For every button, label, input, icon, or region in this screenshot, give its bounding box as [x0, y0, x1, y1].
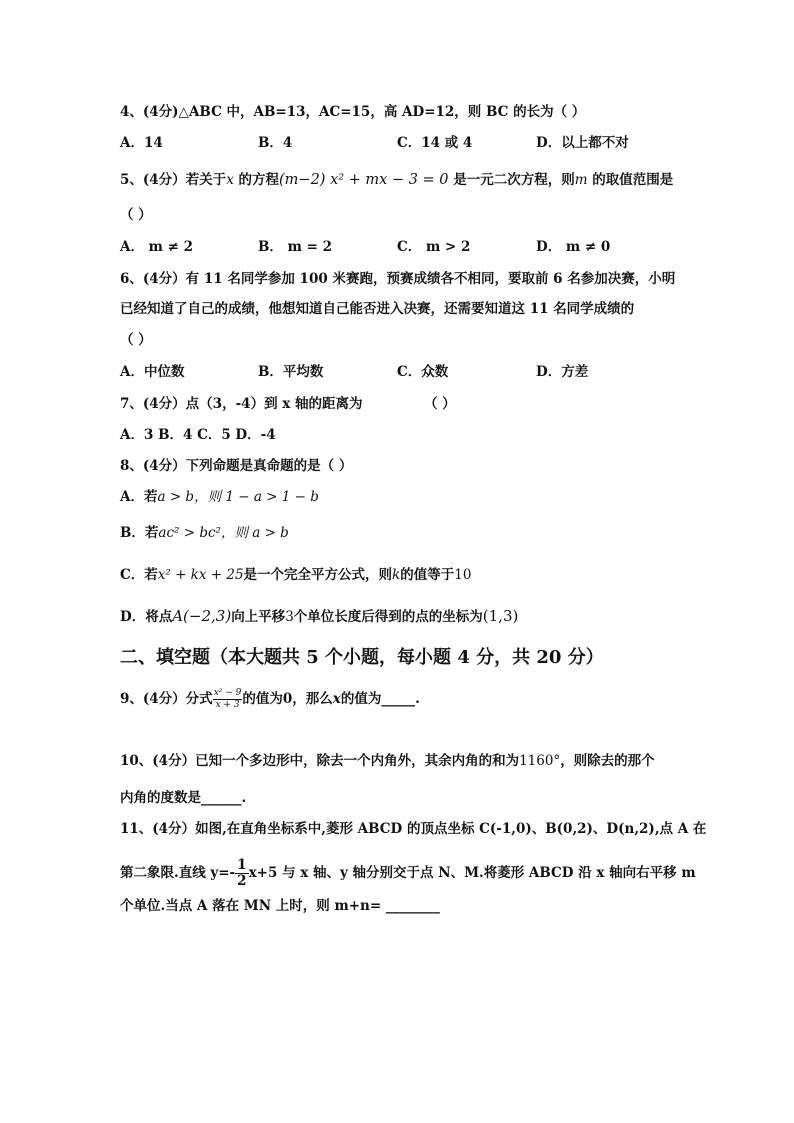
q8-d-point: A(−2,3): [172, 607, 232, 625]
q9-stem: [120, 688, 420, 711]
q4-option-b: B．4: [258, 135, 293, 151]
q5-paren: （ ）: [120, 207, 152, 223]
q10-line1-suffix: ，则除去的那个: [560, 753, 655, 769]
q6-line2: 已经知道了自己的成绩，他想知道自己能否进入决赛，还需要知道这 11 名同学成绩的: [120, 301, 635, 317]
q4-option-c: C．14 或 4: [397, 135, 473, 151]
q6-option-d: D．方差: [536, 364, 589, 380]
q8-c-val: 10: [454, 567, 472, 583]
q5-option-a: A． m ≠ 2: [120, 239, 194, 255]
q5-option-d: D． m ≠ 0: [536, 239, 611, 255]
q8-option-b: [120, 524, 289, 542]
q8-b-prefix: B．若: [120, 525, 159, 541]
q8-stem: 8、(4分）下列命题是真命题的是（ ）: [120, 458, 353, 474]
q7-stem: 7、(4分）点（3，-4）到 x 轴的距离为: [120, 396, 363, 412]
q11-fraction: [235, 858, 248, 889]
q11-line2-prefix: 第二象限.直线 y=-: [120, 865, 236, 881]
q8-option-a: [120, 488, 319, 506]
q8-d-prefix: D．将点: [120, 609, 173, 625]
q8-c-k: k: [392, 567, 401, 583]
q11-line2-suffix: x+5 与 x 轴、y 轴分别交于点 N、M.将菱形 ABCD 沿 x 轴向右平移 m: [248, 865, 696, 881]
q8-c-prefix: C．若: [120, 567, 158, 583]
q10-line1: [120, 752, 655, 770]
q6-option-b: B．平均数: [258, 364, 324, 380]
q9-prefix: 9、(4分）分式: [120, 691, 213, 707]
q6-line1: 6、(4分）有 11 名同学参加 100 米赛跑，预赛成绩各不相同，要取前 6 名参加决赛，小明: [120, 271, 676, 287]
q8-c-mid: 是一个完全平方公式，则: [243, 567, 393, 583]
q5-mid1: 的方程: [233, 172, 280, 188]
q9-x: x: [332, 691, 341, 707]
q11-line3: 个单位.当点 A 落在 MN 上时，则 m+n= ________: [120, 898, 440, 914]
q8-b-expr: ac² > bc²，则 a > b: [158, 525, 289, 541]
q8-c-expr: x² + kx + 25: [157, 567, 244, 583]
q9-suffix: 的值为_____.: [340, 691, 420, 707]
q5-x: x: [226, 172, 234, 188]
q10-line2: 内角的度数是______.: [120, 790, 247, 806]
q8-option-c: [120, 566, 471, 584]
q8-d-mid: 向上平移: [231, 609, 286, 625]
q11-frac-den: 2: [237, 873, 247, 889]
q5-option-b: B． m = 2: [258, 239, 332, 255]
q4-option-d: D．以上都不对: [536, 135, 629, 151]
q5-prefix: 5、(4分）若关于: [120, 172, 227, 188]
q4-stem: 4、(4分)△ABC 中，AB=13，AC=15，高 AD=12，则 BC 的长为（ ）: [120, 104, 586, 120]
q9-frac-num: x² − 9: [213, 688, 242, 698]
q5-suffix: 的取值范围是: [587, 172, 674, 188]
q9-fraction: [213, 688, 243, 711]
q5-option-c: C． m > 2: [397, 239, 471, 255]
q5-mid2: 是一元二次方程，则: [448, 172, 575, 188]
q6-option-a: A．中位数: [120, 364, 185, 380]
q6-option-c: C．众数: [397, 364, 449, 380]
q4-option-a: A．14: [120, 135, 163, 151]
q8-d-num: 3: [285, 609, 294, 625]
q10-line1-prefix: 10、(4分）已知一个多边形中，除去一个内角外，其余内角的和为: [120, 753, 520, 769]
q8-option-d: [120, 607, 518, 626]
q7-options: A．3 B．4 C．5 D．-4: [120, 427, 276, 443]
q8-a-prefix: A．若: [120, 489, 158, 505]
q11-line2: [120, 858, 696, 889]
q7-paren: （ ）: [424, 396, 456, 412]
q11-frac-num: 1: [237, 857, 247, 873]
q11-line1: 11、(4分）如图,在直角坐标系中,菱形 ABCD 的顶点坐标 C(-1,0)、B(0,2)、D(n,2),点 A 在: [120, 821, 707, 837]
q6-paren: （ ）: [120, 332, 152, 348]
q10-angle: 1160°: [519, 753, 561, 769]
q5-stem: [120, 171, 673, 189]
q9-frac-den: x + 3: [215, 700, 240, 710]
q8-a-expr: a > b，则 1 − a > 1 − b: [157, 489, 319, 505]
q9-mid: 的值为0，那么: [242, 691, 333, 707]
q5-equation: (m−2) x² + mx − 3 = 0: [279, 172, 449, 188]
section2-title: 二、填空题（本大题共 5 个小题，每小题 4 分，共 20 分）: [120, 647, 604, 668]
q8-c-suffix: 的值等于: [400, 567, 455, 583]
q8-d-mid2: 个单位长度后得到的点的坐标为: [293, 609, 483, 625]
q8-d-result: (1,3): [482, 607, 519, 625]
q5-m: m: [574, 172, 588, 188]
